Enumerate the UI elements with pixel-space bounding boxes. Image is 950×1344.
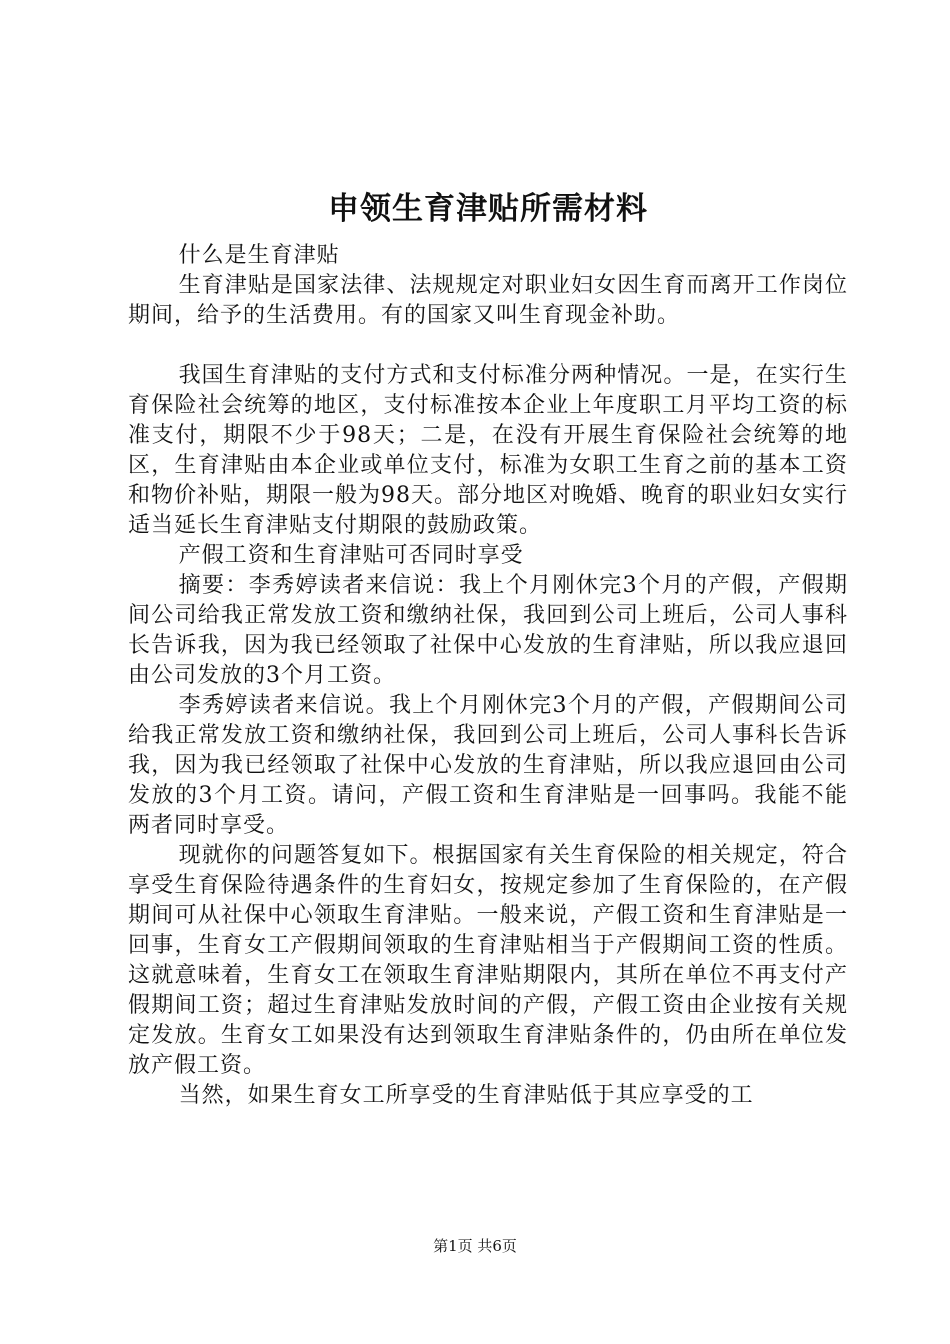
paragraph-payment-standard: 我国生育津贴的支付方式和支付标准分两种情况。一是，在实行生育保险社会统筹的地区，支付标准按本企业上年度职工月平均工资的标准支付，期限不少于98天；二是，在没有开展生育保险社会统筹的地区，生育津贴由本企业或单位支付，标准为女职工生育之前的基本工资和物价补贴，期限一般为98天。部分地区对晚婚、晚育的职业妇女实行适当延长生育津贴支付期限的鼓励政策。 (128, 363, 848, 538)
document-title: 申领生育津贴所需材料 (328, 191, 648, 227)
paragraph-spacer (128, 331, 848, 361)
paragraph-abstract: 摘要：李秀婷读者来信说：我上个月刚休完3个月的产假，产假期间公司给我正常发放工资和缴纳社保，我回到公司上班后，公司人事科长告诉我，因为我已经领取了社保中心发放的生育津贴，所以我应退回由公司发放的3个月工资。 (128, 573, 848, 688)
paragraph-reader-letter: 李秀婷读者来信说。我上个月刚休完3个月的产假，产假期间公司给我正常发放工资和缴纳社保，我回到公司上班后，公司人事科长告诉我，因为我已经领取了社保中心发放的生育津贴，所以我应退回由公司发放的3个月工资。请问，产假工资和生育津贴是一回事吗。我能不能两者同时享受。 (128, 693, 848, 838)
paragraph-continuation: 当然，如果生育女工所享受的生育津贴低于其应享受的工 (178, 1083, 754, 1108)
page-number-footer: 第1页 共6页 (433, 1237, 517, 1255)
document-page (128, 185, 848, 1111)
paragraph-answer: 现就你的问题答复如下。根据国家有关生育保险的相关规定，符合享受生育保险待遇条件的生育妇女，按规定参加了生育保险的，在产假期间可从社保中心领取生育津贴。一般来说，产假工资和生育津贴是一回事，生育女工产假期间领取的生育津贴相当于产假期间工资的性质。这就意味着，生育女工在领取生育津贴期限内，其所在单位不再支付产假期间工资；超过生育津贴发放时间的产假，产假工资由企业按有关规定发放。生育女工如果没有达到领取生育津贴条件的，仍由所在单位发放产假工资。 (128, 843, 848, 1078)
paragraph-heading-question: 产假工资和生育津贴可否同时享受 (178, 543, 524, 568)
paragraph-heading-what-is: 什么是生育津贴 (178, 243, 340, 268)
paragraph-definition: 生育津贴是国家法律、法规规定对职业妇女因生育而离开工作岗位期间，给予的生活费用。有的国家又叫生育现金补助。 (128, 273, 848, 328)
